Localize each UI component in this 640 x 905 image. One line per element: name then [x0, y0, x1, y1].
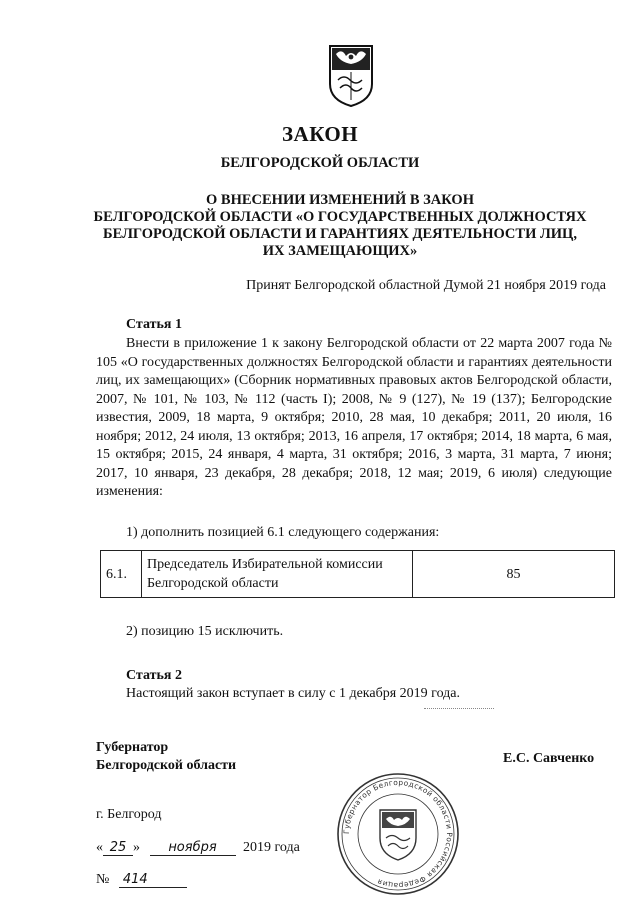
- date-open-quote: «: [96, 840, 103, 855]
- law-title: [90, 192, 590, 260]
- law-title-line: БЕЛГОРОДСКОЙ ОБЛАСТИ «О ГОСУДАРСТВЕННЫХ ДОЛЖНОСТЯХ: [93, 209, 587, 225]
- law-title-line: БЕЛГОРОДСКОЙ ОБЛАСТИ И ГАРАНТИЯХ ДЕЯТЕЛЬНОСТИ ЛИЦ,: [103, 226, 577, 242]
- article-2-heading: Статья 2: [126, 668, 182, 683]
- article-2-body: Настоящий закон вступает в силу с 1 декабря 2019 года.: [126, 686, 460, 701]
- article-1-item-2: 2) позицию 15 исключить.: [126, 624, 284, 639]
- position-name-line: Председатель Избирательной комиссии: [147, 557, 383, 572]
- article-1-heading: Статья 1: [126, 317, 182, 332]
- adoption-note: Принят Белгородской областной Думой 21 ноября 2019 года: [246, 278, 606, 293]
- document-subtitle: БЕЛГОРОДСКОЙ ОБЛАСТИ: [220, 155, 420, 171]
- article-1-body: Внести в приложение 1 к закону Белгородской области от 22 марта 2007 года № 105 «О государственных должностях Белгородской области и гарантиях деятельности лиц, их замещающих» (Сборник нормативных правовых актов Белгородской области, 2007, № 101, № 103, № 112 (часть I); 2008, № 9 (127), № 19 (137); Белгородские известия, 2009, 18 марта, 9 октября; 2010, 28 мая, 10 декабря; 2011, 20 июля, 16 ноября; 2012, 24 июля, 13 октября; 2013, 16 апреля, 17 октября; 2014, 18 марта, 6 мая, 15 октября; 2015, 24 января, 4 марта, 31 октября; 2016, 3 марта, 31 марта, 7 июня; 2017, 10 января, 23 декабря, 28 декабря; 2018, 12 мая; 2019, 6 июля) следующие изменения:: [96, 336, 612, 499]
- coat-of-arms-icon: [328, 44, 374, 108]
- signer-title-line-2: Белгородской области: [96, 758, 237, 773]
- document-title: ЗАКОН: [281, 122, 359, 146]
- official-seal-icon: [336, 772, 460, 896]
- article-1-item-1: 1) дополнить позицией 6.1 следующего содержания:: [126, 525, 440, 540]
- decorative-divider: [424, 708, 494, 709]
- position-number: 6.1.: [101, 551, 142, 598]
- position-value: 85: [413, 551, 615, 598]
- position-name: [142, 551, 413, 598]
- law-title-line: О ВНЕСЕНИИ ИЗМЕНЕНИЙ В ЗАКОН: [206, 192, 474, 208]
- number-value: 414: [119, 872, 187, 888]
- law-number: [96, 872, 187, 888]
- table-row: [101, 551, 615, 598]
- signer-name: Е.С. Савченко: [503, 751, 595, 766]
- svg-text:Губернатор Белгородской област: [342, 778, 454, 890]
- law-title-line: ИХ ЗАМЕЩАЮЩИХ»: [262, 243, 418, 259]
- date-day: 25: [103, 840, 133, 856]
- number-prefix: №: [96, 872, 110, 887]
- seal-text: Губернатор Белгородской области Российская Федерация: [341, 777, 455, 891]
- date-month: ноября: [150, 840, 236, 856]
- position-name-line: Белгородской области: [147, 576, 279, 591]
- date-close-quote: »: [133, 840, 140, 855]
- signer-title-line-1: Губернатор: [96, 740, 169, 755]
- city-line: г. Белгород: [96, 807, 162, 822]
- position-table: [100, 550, 615, 598]
- date-year: 2019 года: [243, 840, 300, 855]
- signing-date: [96, 840, 300, 856]
